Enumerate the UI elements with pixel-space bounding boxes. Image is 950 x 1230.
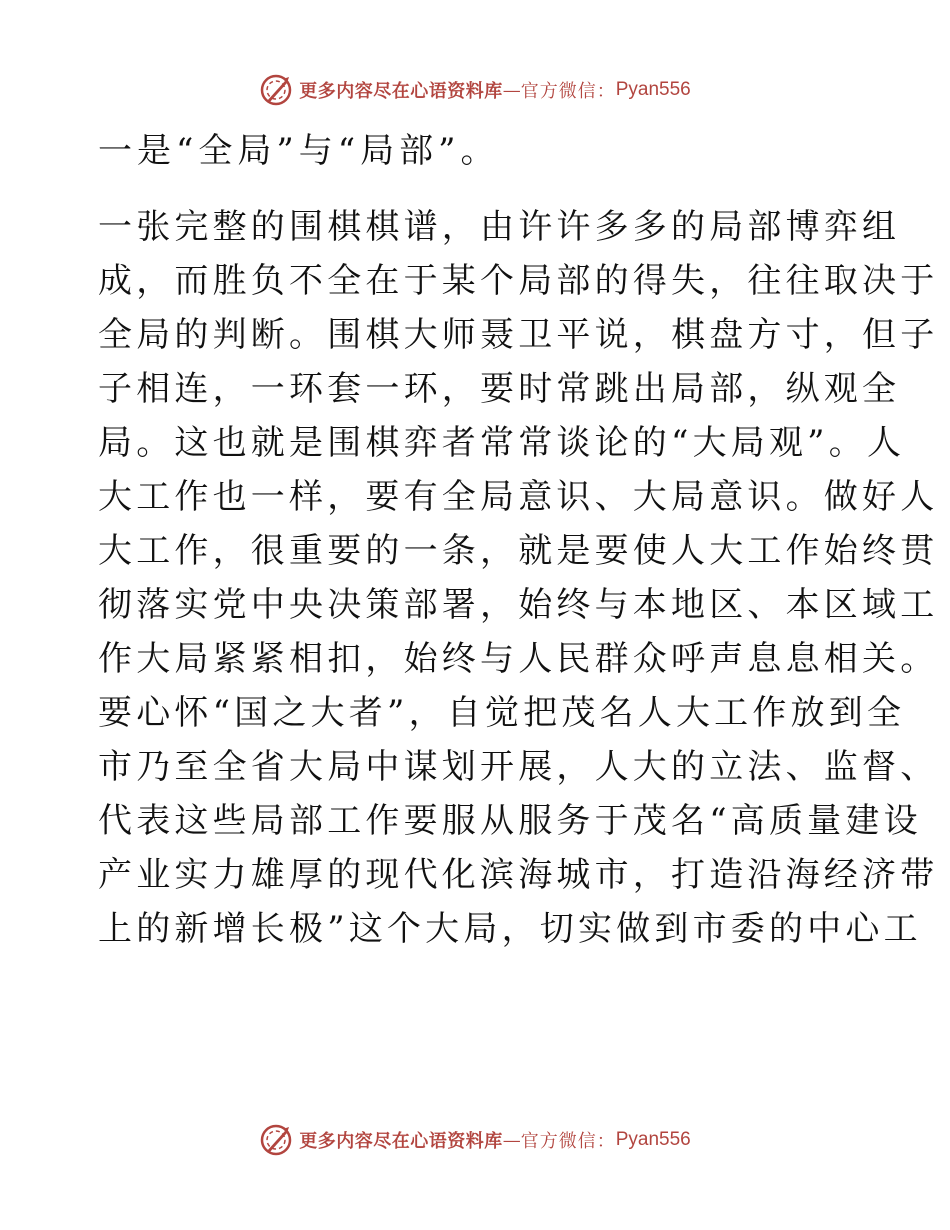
watermark-separator: — (502, 1129, 521, 1151)
footer-watermark (0, 1120, 950, 1160)
paragraph-line: 彻落实党中央决策部署，始终与本地区、本区域工 (98, 585, 939, 625)
watermark-official-label: 官方微信： (520, 81, 616, 102)
section-heading: 一是“全局”与“局部”。 (98, 131, 500, 171)
paragraph-line: 成，而胜负不全在于某个局部的得失，往往取决于 (98, 261, 939, 301)
quill-seal-icon (259, 73, 293, 107)
paragraph-line: 全局的判断。围棋大师聂卫平说，棋盘方寸，但子 (98, 315, 939, 355)
watermark-separator: — (502, 79, 521, 101)
paragraph-line: 作大局紧紧相扣，始终与人民群众呼声息息相关。 (98, 639, 939, 679)
watermark-official-label: 官方微信： (520, 1131, 616, 1152)
body-paragraph (98, 200, 939, 956)
paragraph-line: 要心怀“国之大者”，自觉把茂名人大工作放到全 (98, 693, 906, 733)
paragraph-line: 局。这也就是围棋弈者常常谈论的“大局观”。人 (98, 423, 906, 463)
paragraph-line: 上的新增长极”这个大局，切实做到市委的中心工 (98, 909, 922, 949)
paragraph-line: 产业实力雄厚的现代化滨海城市，打造沿海经济带 (98, 855, 939, 895)
watermark-main-text: 更多内容尽在心语资料库 (299, 81, 503, 102)
header-watermark (0, 70, 950, 110)
paragraph-line: 大工作也一样，要有全局意识、大局意识。做好人 (98, 477, 939, 517)
watermark-main-text: 更多内容尽在心语资料库 (299, 1131, 503, 1152)
paragraph-line: 市乃至全省大局中谋划开展，人大的立法、监督、 (98, 747, 939, 787)
paragraph-line: 代表这些局部工作要服从服务于茂名“高质量建设 (98, 801, 922, 841)
paragraph-line: 子相连，一环套一环，要时常跳出局部，纵观全 (98, 369, 901, 409)
watermark-wechat-id: Pyan556 (615, 79, 691, 100)
watermark-wechat-id: Pyan556 (615, 1129, 691, 1150)
paragraph-line: 大工作，很重要的一条，就是要使人大工作始终贯 (98, 531, 939, 571)
paragraph-line: 一张完整的围棋棋谱，由许许多多的局部博弈组 (98, 207, 901, 247)
quill-seal-icon (259, 1123, 293, 1157)
